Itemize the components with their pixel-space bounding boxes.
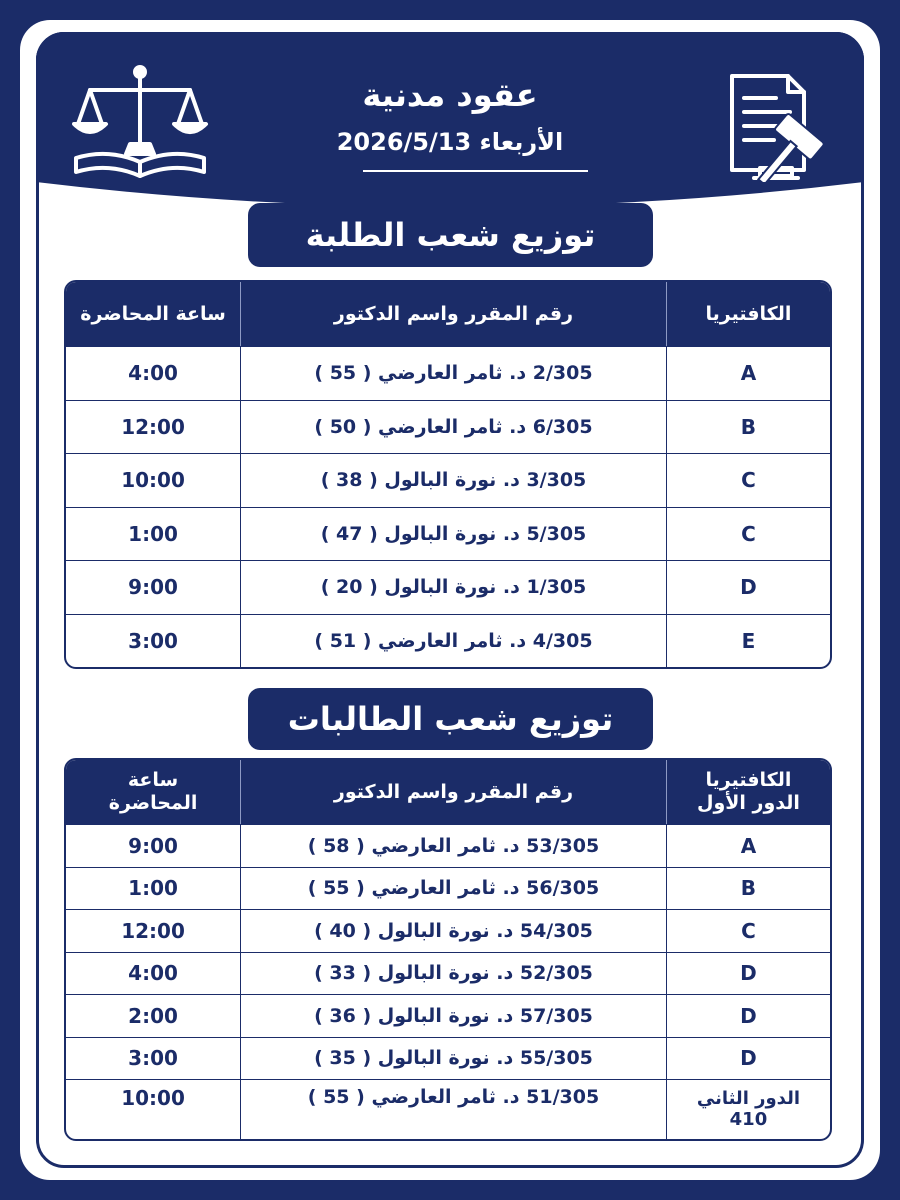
course-cell: 3/305 د. نورة البالول ( 38 ) [241, 454, 667, 507]
table-row [66, 909, 830, 952]
cafeteria-cell: D [740, 1046, 757, 1071]
header-time [66, 760, 241, 824]
female-schedule-table [64, 758, 832, 1141]
table-row [66, 952, 830, 995]
time-cell: 4:00 [66, 347, 241, 400]
table-header [66, 760, 830, 824]
date-label: الأربعاء 2026/5/13 [336, 128, 564, 156]
male-schedule-table [64, 280, 832, 669]
header-cafeteria: الكافتيريا [705, 302, 792, 325]
header-cafeteria [667, 760, 830, 824]
time-cell: 1:00 [66, 868, 241, 910]
time-cell: 10:00 [66, 454, 241, 507]
header-cafeteria-line2: الدور الأول [696, 792, 800, 814]
cafeteria-cell: B [740, 414, 757, 439]
course-cell: 5/305 د. نورة البالول ( 47 ) [241, 508, 667, 561]
cafeteria-cell: C [741, 521, 756, 546]
course-cell: 52/305 د. نورة البالول ( 33 ) [241, 953, 667, 995]
table-row [66, 614, 830, 668]
cafeteria-cell: A [740, 833, 757, 858]
table-row [66, 994, 830, 1037]
date-underline [363, 170, 588, 172]
time-cell: 12:00 [66, 401, 241, 454]
table-row [66, 560, 830, 614]
time-cell: 10:00 [66, 1080, 241, 1139]
course-cell: 54/305 د. نورة البالول ( 40 ) [241, 910, 667, 952]
table-row [66, 453, 830, 507]
table-row [66, 824, 830, 867]
header-banner [36, 32, 864, 212]
table-row [66, 400, 830, 454]
section-title-male: توزيع شعب الطلبة [248, 203, 653, 267]
course-cell: 51/305 د. ثامر العارضي ( 55 ) [241, 1080, 667, 1139]
time-cell: 3:00 [66, 1038, 241, 1080]
cafeteria-cell: C [741, 918, 756, 943]
cafeteria-cell: A [740, 361, 757, 386]
table-row [66, 1079, 830, 1139]
course-cell: 55/305 د. نورة البالول ( 35 ) [241, 1038, 667, 1080]
header-time-line2: المحاضرة [108, 792, 198, 814]
time-cell: 4:00 [66, 953, 241, 995]
cafeteria-cell: D [740, 1003, 757, 1028]
header-course: رقم المقرر واسم الدكتور [241, 760, 667, 824]
course-cell: 57/305 د. نورة البالول ( 36 ) [241, 995, 667, 1037]
table-row [66, 507, 830, 561]
header-cafeteria-line1: الكافتيريا [705, 769, 792, 792]
cafeteria-cell [667, 1080, 830, 1139]
table-header [66, 282, 830, 346]
cafeteria-cell-line1: الدور الثاني [696, 1087, 801, 1109]
cafeteria-cell: D [740, 961, 757, 986]
schedule-card [20, 20, 880, 1180]
course-cell: 56/305 د. ثامر العارضي ( 55 ) [241, 868, 667, 910]
cafeteria-cell-line2: 410 [729, 1108, 768, 1130]
course-cell: 53/305 د. ثامر العارضي ( 58 ) [241, 825, 667, 867]
course-cell: 2/305 د. ثامر العارضي ( 55 ) [241, 347, 667, 400]
header-course: رقم المقرر واسم الدكتور [241, 282, 667, 346]
page-title: عقود مدنية [362, 76, 538, 114]
course-cell: 6/305 د. ثامر العارضي ( 50 ) [241, 401, 667, 454]
time-cell: 9:00 [66, 825, 241, 867]
time-cell: 9:00 [66, 561, 241, 614]
cafeteria-cell: C [741, 468, 756, 493]
time-cell: 1:00 [66, 508, 241, 561]
cafeteria-cell: D [740, 575, 757, 600]
table-row [66, 867, 830, 910]
course-cell: 4/305 د. ثامر العارضي ( 51 ) [241, 615, 667, 668]
time-cell: 2:00 [66, 995, 241, 1037]
header-time: ساعة المحاضرة [66, 282, 241, 346]
time-cell: 12:00 [66, 910, 241, 952]
table-row [66, 1037, 830, 1080]
section-title-female: توزيع شعب الطالبات [248, 688, 653, 750]
cafeteria-cell: B [740, 876, 757, 901]
time-cell: 3:00 [66, 615, 241, 668]
cafeteria-cell: E [741, 628, 756, 653]
table-row [66, 346, 830, 400]
course-cell: 1/305 د. نورة البالول ( 20 ) [241, 561, 667, 614]
header-time-line1: ساعة [127, 769, 179, 792]
